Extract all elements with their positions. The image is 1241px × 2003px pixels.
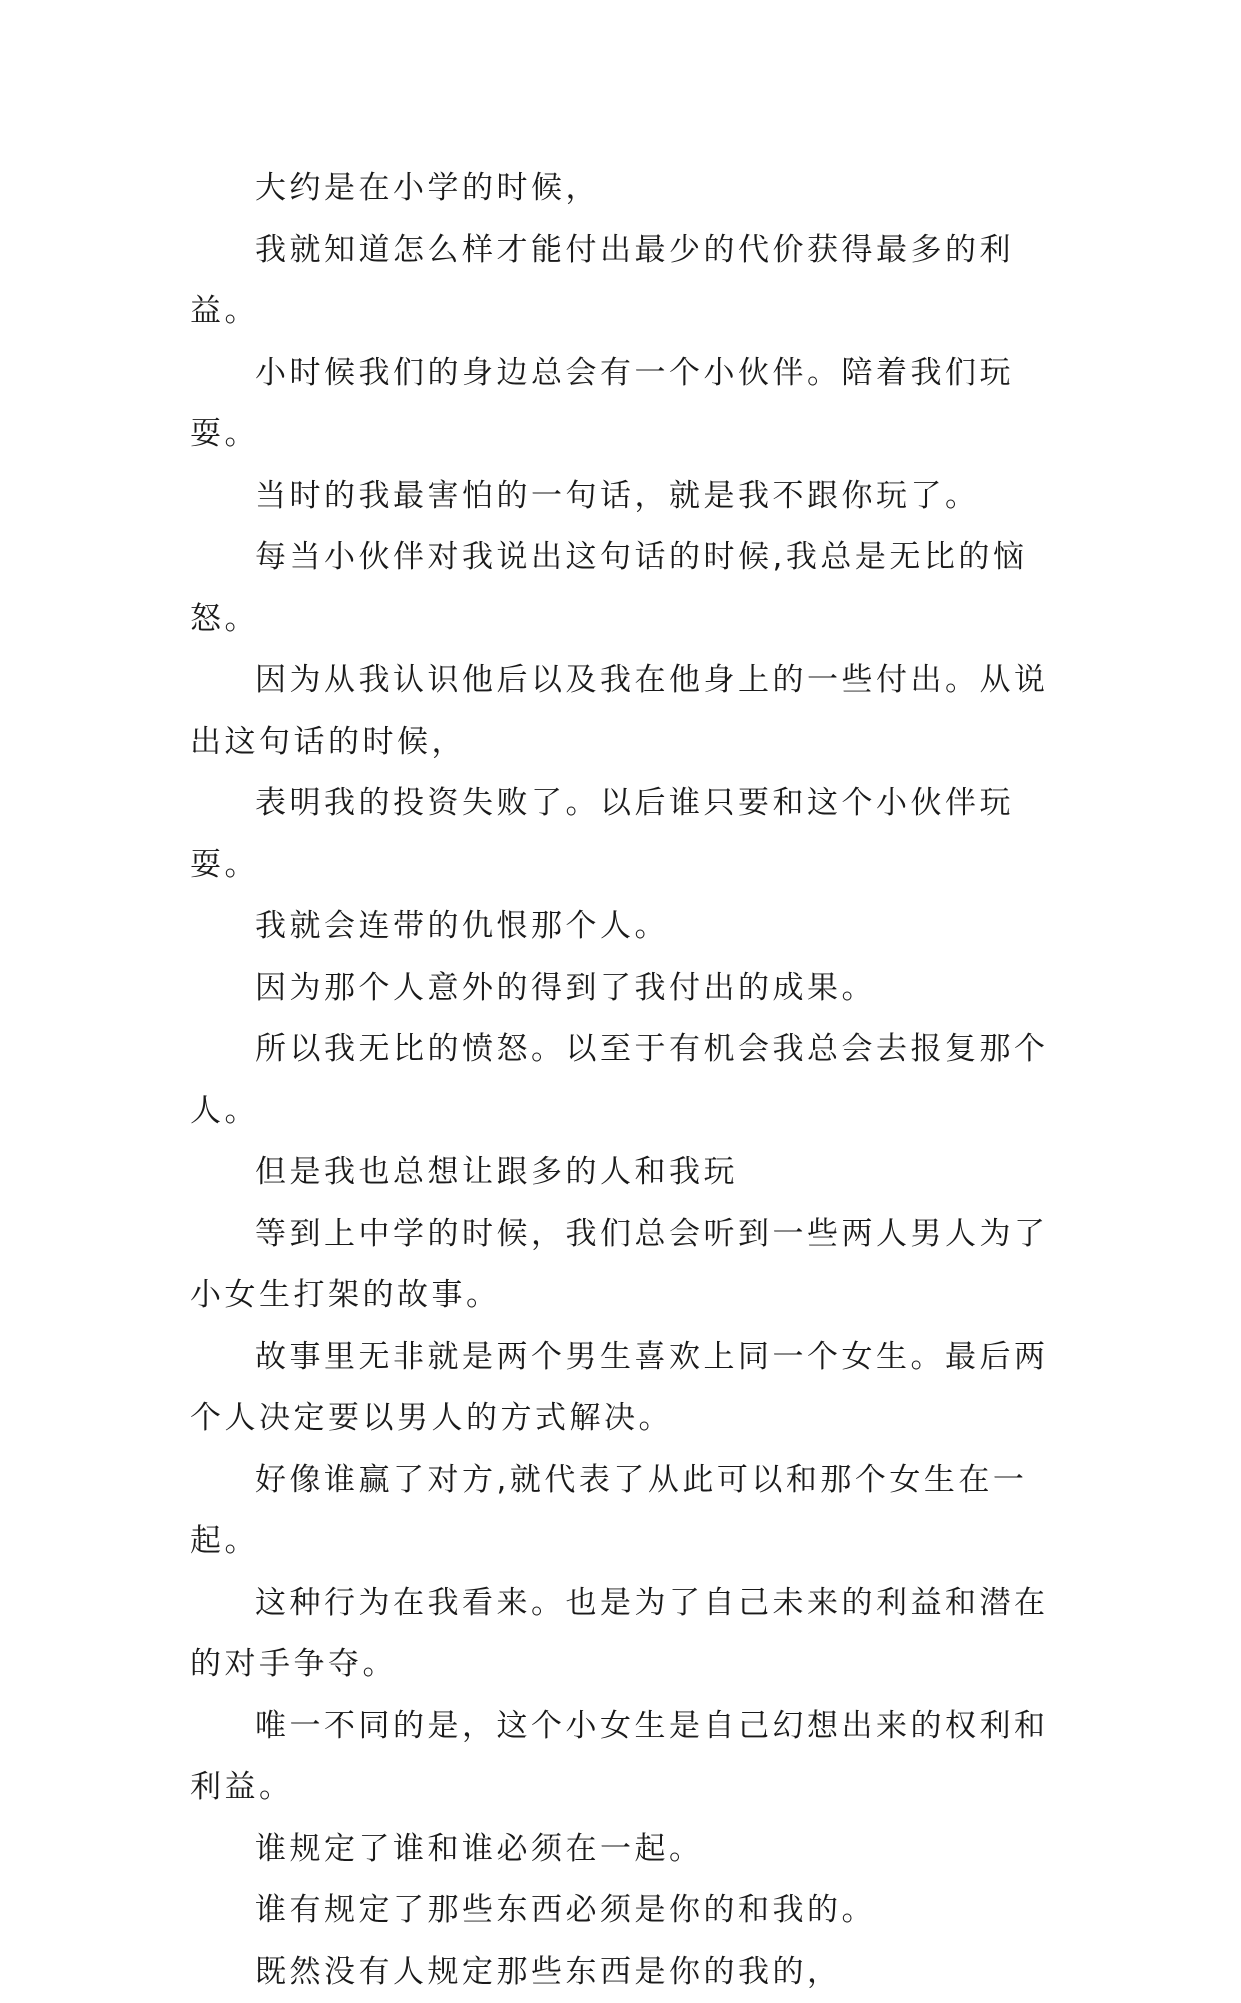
paragraph: 既然没有人规定那些东西是你的我的，	[190, 1942, 1070, 2003]
paragraph: 大约是在小学的时候，	[190, 158, 1070, 220]
paragraph: 谁规定了谁和谁必须在一起。	[190, 1819, 1070, 1881]
paragraph: 因为那个人意外的得到了我付出的成果。	[190, 958, 1070, 1020]
paragraph: 好像谁赢了对方,就代表了从此可以和那个女生在一起。	[190, 1450, 1070, 1573]
paragraph: 小时候我们的身边总会有一个小伙伴。陪着我们玩耍。	[190, 343, 1070, 466]
document-body	[190, 158, 1070, 2003]
paragraph: 当时的我最害怕的一句话，就是我不跟你玩了。	[190, 466, 1070, 528]
paragraph: 谁有规定了那些东西必须是你的和我的。	[190, 1880, 1070, 1942]
paragraph: 所以我无比的愤怒。以至于有机会我总会去报复那个人。	[190, 1019, 1070, 1142]
paragraph: 因为从我认识他后以及我在他身上的一些付出。从说出这句话的时候，	[190, 650, 1070, 773]
paragraph: 但是我也总想让跟多的人和我玩	[190, 1142, 1070, 1204]
paragraph: 唯一不同的是，这个小女生是自己幻想出来的权利和利益。	[190, 1696, 1070, 1819]
paragraph: 表明我的投资失败了。以后谁只要和这个小伙伴玩耍。	[190, 773, 1070, 896]
paragraph: 我就会连带的仇恨那个人。	[190, 896, 1070, 958]
paragraph: 每当小伙伴对我说出这句话的时候,我总是无比的恼怒。	[190, 527, 1070, 650]
paragraph: 等到上中学的时候，我们总会听到一些两人男人为了小女生打架的故事。	[190, 1204, 1070, 1327]
paragraph: 故事里无非就是两个男生喜欢上同一个女生。最后两个人决定要以男人的方式解决。	[190, 1327, 1070, 1450]
paragraph: 这种行为在我看来。也是为了自己未来的利益和潜在的对手争夺。	[190, 1573, 1070, 1696]
paragraph: 我就知道怎么样才能付出最少的代价获得最多的利益。	[190, 220, 1070, 343]
